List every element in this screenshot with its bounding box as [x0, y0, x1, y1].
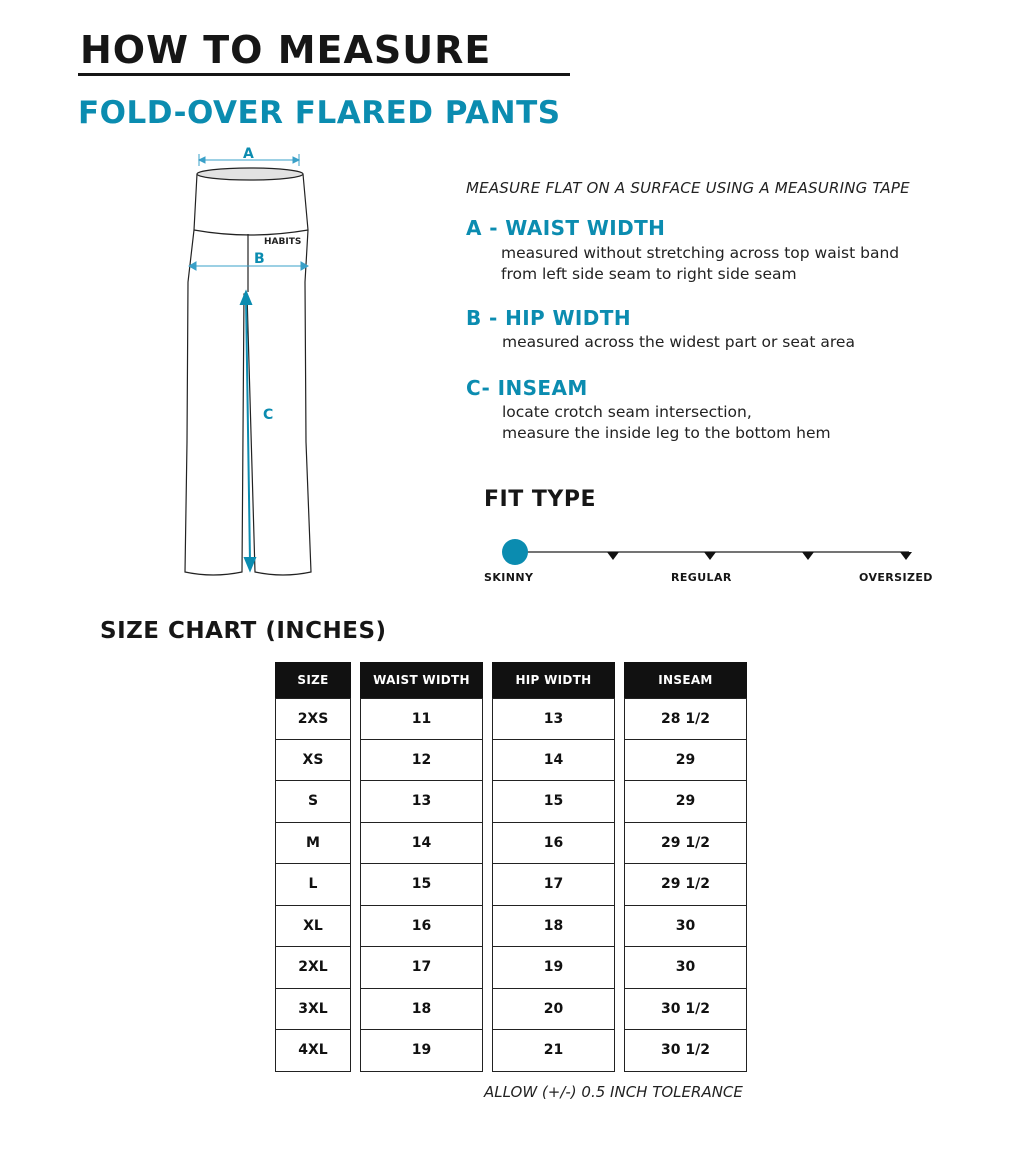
fit-label-regular: REGULAR: [671, 571, 732, 584]
fit-selected-indicator: [502, 539, 528, 565]
size-chart-title: SIZE CHART (INCHES): [100, 618, 387, 644]
inseam-cell: 30 1/2: [624, 1030, 747, 1072]
hip-width-cell: 18: [492, 906, 615, 948]
inseam-cell: 30 1/2: [624, 989, 747, 1031]
fit-label-skinny: SKINNY: [484, 571, 534, 584]
size-cell: 2XS: [275, 698, 351, 740]
waist-width-column-header: WAIST WIDTH: [360, 662, 483, 698]
inseam-heading: C- INSEAM: [466, 376, 588, 400]
inseam-cell: 30: [624, 906, 747, 948]
measure-instruction: MEASURE FLAT ON A SURFACE USING A MEASURING TAPE: [466, 179, 910, 197]
inseam-column-header: INSEAM: [624, 662, 747, 698]
hip-width-cell: 21: [492, 1030, 615, 1072]
fit-label-oversized: OVERSIZED: [859, 571, 933, 584]
hip-width-cell: 20: [492, 989, 615, 1031]
scale-tick-marker: [802, 552, 814, 560]
inseam-cell: 30: [624, 947, 747, 989]
inseam-column: [624, 662, 747, 1072]
size-cell: M: [275, 823, 351, 865]
size-cell: 2XL: [275, 947, 351, 989]
hip-width-column-header: HIP WIDTH: [492, 662, 615, 698]
title-underline: [78, 73, 570, 76]
inseam-cell: 29: [624, 740, 747, 782]
hip-width-column: [492, 662, 615, 1072]
waist-width-cell: 14: [360, 823, 483, 865]
size-cell: S: [275, 781, 351, 823]
label-a: A: [243, 146, 254, 162]
waist-width-cell: 15: [360, 864, 483, 906]
label-c: C: [263, 407, 274, 423]
inseam-cell: 29: [624, 781, 747, 823]
scale-tick-marker: [607, 552, 619, 560]
waist-width-cell: 19: [360, 1030, 483, 1072]
waist-width-cell: 12: [360, 740, 483, 782]
scale-tick-marker: [900, 552, 912, 560]
scale-tick-marker: [704, 552, 716, 560]
inseam-cell: 28 1/2: [624, 698, 747, 740]
size-cell: XS: [275, 740, 351, 782]
hip-width-cell: 15: [492, 781, 615, 823]
size-cell: L: [275, 864, 351, 906]
waist-description-line-2: from left side seam to right side seam: [501, 265, 797, 283]
pants-diagram: [178, 142, 323, 582]
hip-width-cell: 19: [492, 947, 615, 989]
waist-width-cell: 16: [360, 906, 483, 948]
size-column: [275, 662, 351, 1072]
tolerance-note: ALLOW (+/-) 0.5 INCH TOLERANCE: [484, 1083, 743, 1101]
hip-heading: B - HIP WIDTH: [466, 306, 631, 330]
hip-description: measured across the widest part or seat area: [502, 333, 855, 351]
size-column-header: SIZE: [275, 662, 351, 698]
brand-label: HABITS: [264, 237, 302, 247]
waist-width-cell: 11: [360, 698, 483, 740]
waist-width-cell: 17: [360, 947, 483, 989]
fit-type-scale: [495, 536, 920, 570]
hip-width-cell: 17: [492, 864, 615, 906]
hip-width-cell: 14: [492, 740, 615, 782]
waist-width-column: [360, 662, 483, 1072]
page-title: HOW TO MEASURE: [80, 28, 492, 72]
fit-type-title: FIT TYPE: [484, 487, 596, 512]
waist-description-line-1: measured without stretching across top waist band: [501, 244, 900, 262]
hip-width-cell: 13: [492, 698, 615, 740]
hip-width-cell: 16: [492, 823, 615, 865]
inseam-description-line-1: locate crotch seam intersection,: [502, 403, 752, 421]
inseam-cell: 29 1/2: [624, 864, 747, 906]
label-b: B: [254, 251, 265, 267]
size-cell: 3XL: [275, 989, 351, 1031]
size-cell: 4XL: [275, 1030, 351, 1072]
waist-width-cell: 13: [360, 781, 483, 823]
inseam-cell: 29 1/2: [624, 823, 747, 865]
product-name: FOLD-OVER FLARED PANTS: [78, 95, 561, 131]
waist-width-cell: 18: [360, 989, 483, 1031]
inseam-description-line-2: measure the inside leg to the bottom hem: [502, 424, 831, 442]
size-cell: XL: [275, 906, 351, 948]
waist-heading: A - WAIST WIDTH: [466, 216, 666, 240]
